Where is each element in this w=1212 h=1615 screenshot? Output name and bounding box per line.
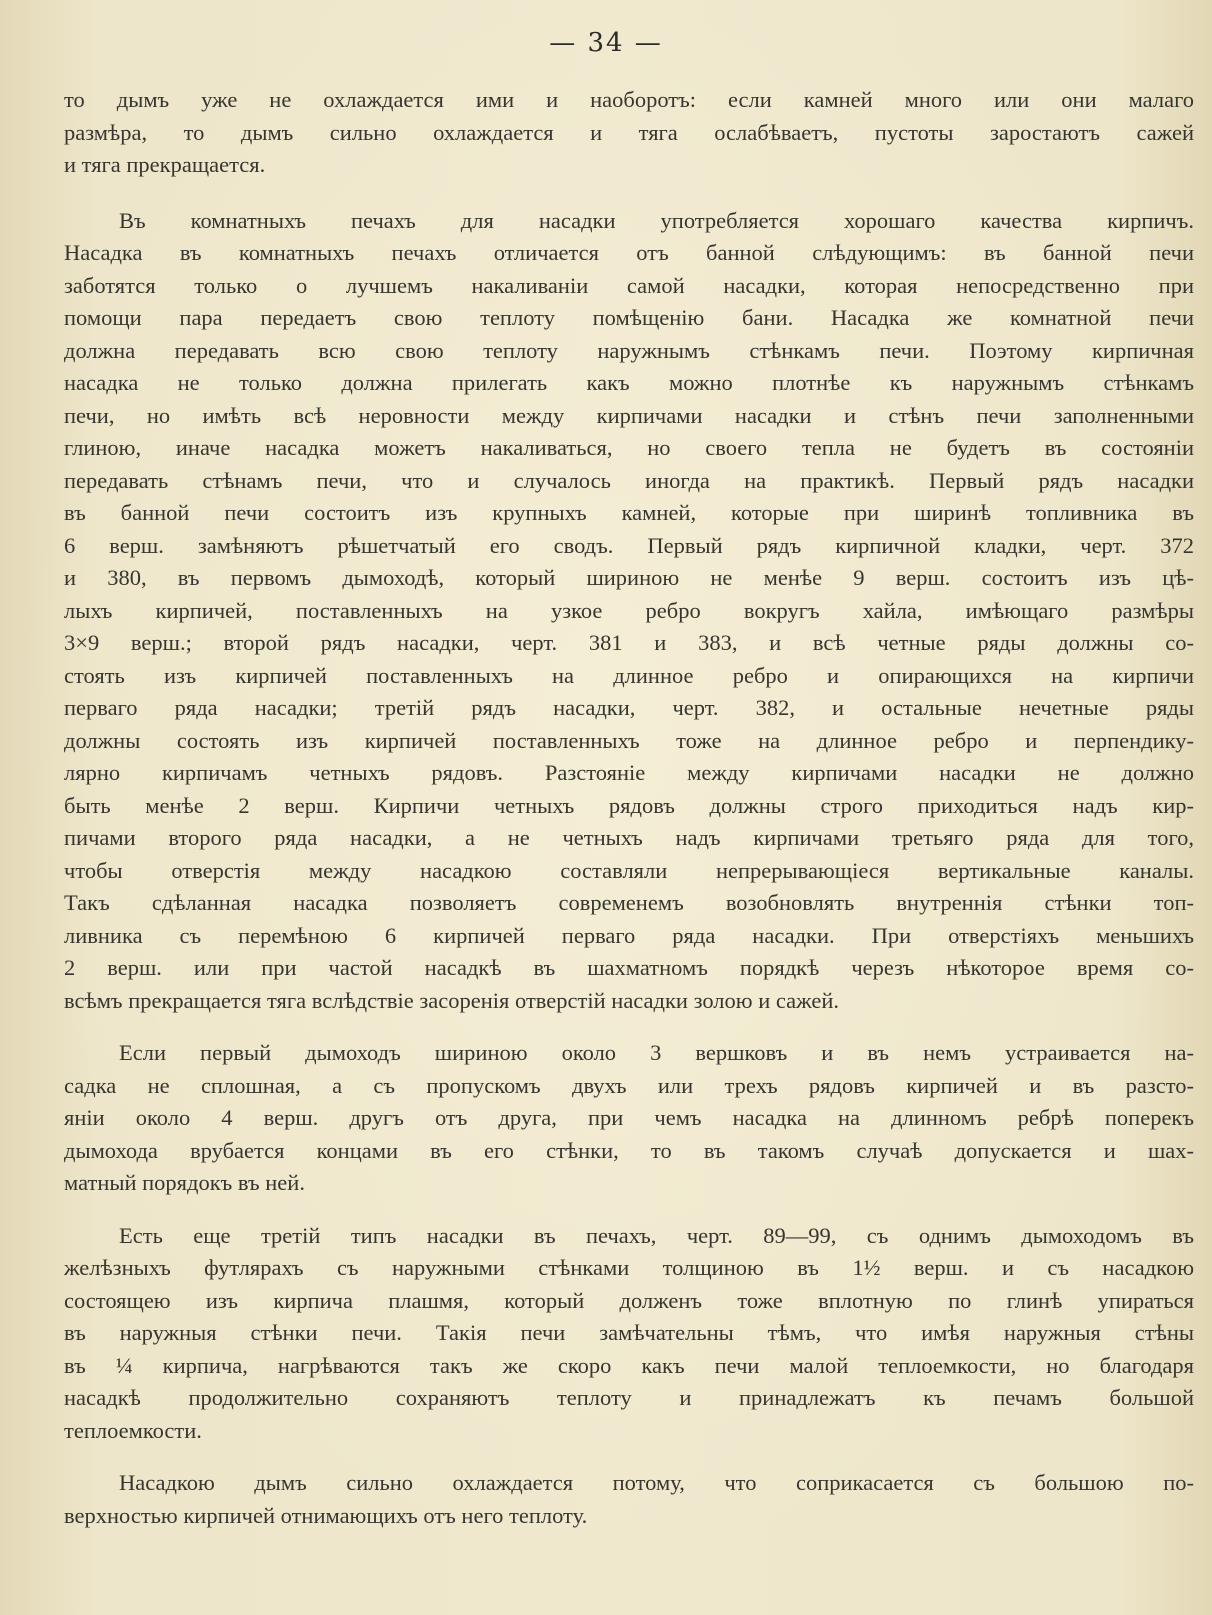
text-line: быть менѣе 2 верш. Кирпичи четныхъ рядовъ должны строго приходиться надъ кир- — [64, 792, 1194, 818]
text-line: лярно кирпичамъ четныхъ рядовъ. Разстояніе между кирпичами насадки не должно — [64, 760, 1194, 785]
text-line: Въ комнатныхъ печахъ для насадки употребляется хорошаго качества кирпичъ. — [119, 207, 1194, 233]
text-line: и 380, въ первомъ дымоходѣ, который шириною не менѣе 9 верш. состоитъ изъ цѣ- — [64, 565, 1194, 590]
paragraph-gap — [64, 1447, 1194, 1467]
text-line: теплоемкости. — [64, 1417, 202, 1443]
text-line: лыхъ кирпичей, поставленныхъ на узкое ребро вокругъ хайла, имѣющаго размѣры — [64, 597, 1194, 623]
text-line: въ ¼ кирпича, нагрѣваются такъ же скоро какъ печи малой теплоемкости, но благодаря — [64, 1352, 1194, 1378]
text-line: заботятся только о лучшемъ накаливаніи самой насадки, которая непосредственно при — [64, 272, 1194, 298]
text-line: должна передавать всю свою теплоту наружнымъ стѣнкамъ печи. Поэтому кирпичная — [64, 337, 1194, 363]
paragraph-3 — [64, 1037, 1194, 1200]
text-line: Насадкою дымъ сильно охлаждается потому, что соприкасается съ большою по- — [119, 1470, 1194, 1495]
text-line: перваго ряда насадки; третій рядъ насадки, черт. 382, и остальные нечетные ряды — [64, 695, 1194, 720]
text-line: ливника съ перемѣною 6 кирпичей перваго ряда насадки. При отверстіяхъ меньшихъ — [64, 922, 1194, 948]
text-line: верхностью кирпичей отнимающихъ отъ него теплоту. — [64, 1502, 588, 1528]
text-line: насадкѣ продолжительно сохраняютъ теплоту и принадлежатъ къ печамъ большой — [64, 1385, 1194, 1410]
paragraph-gap — [64, 1017, 1194, 1037]
text-line: стоять изъ кирпичей поставленныхъ на длинное ребро и опирающихся на кирпичи — [64, 662, 1194, 688]
text-line: яніи около 4 верш. другъ отъ друга, при чемъ насадка на длинномъ ребрѣ поперекъ — [64, 1105, 1194, 1130]
text-line: Есть еще третій типъ насадки въ печахъ, черт. 89—99, съ однимъ дымоходомъ въ — [119, 1222, 1194, 1248]
text-line: размѣра, то дымъ сильно охлаждается и тяга ослабѣваетъ, пустоты заростаютъ сажей — [64, 119, 1194, 145]
paragraph-5 — [64, 1467, 1194, 1532]
text-line: всѣмъ прекращается тяга вслѣдствіе засоренія отверстій насадки золою и сажей. — [64, 987, 840, 1013]
text-line: Если первый дымоходъ шириною около 3 вершковъ и въ немъ устраивается на- — [119, 1040, 1194, 1065]
text-line: въ наружныя стѣнки печи. Такія печи замѣчательны тѣмъ, что имѣя наружныя стѣны — [64, 1320, 1194, 1345]
text-line: и тяга прекращается. — [64, 152, 266, 177]
paragraph-1 — [64, 84, 1194, 182]
text-line: пичами второго ряда насадки, а не четныхъ надъ кирпичами третьяго ряда для того, — [64, 825, 1194, 850]
paragraph-gap — [64, 1200, 1194, 1220]
text-line: чтобы отверстія между насадкою составляли непрерывающіеся вертикальные каналы. — [64, 857, 1194, 883]
text-line: состоящею изъ кирпича плашмя, который долженъ тоже вплотную по глинѣ упираться — [64, 1287, 1194, 1313]
text-line: 6 верш. замѣняютъ рѣшетчатый его сводъ. Первый рядъ кирпичной кладки, черт. 372 — [64, 532, 1194, 558]
text-line: передавать стѣнамъ печи, что и случалось иногда на практикѣ. Первый рядъ насадки — [64, 467, 1194, 493]
text-line: Такъ сдѣланная насадка позволяетъ современемъ возобновлять внутреннія стѣнки топ- — [64, 890, 1194, 915]
text-line: садка не сплошная, а съ пропускомъ двухъ или трехъ рядовъ кирпичей и въ разсто- — [64, 1072, 1194, 1098]
text-line: помощи пара передаетъ свою теплоту помѣщенію бани. Насадка же комнатной печи — [64, 305, 1194, 330]
text-line: матный порядокъ въ ней. — [64, 1170, 305, 1195]
paragraph-2 — [64, 205, 1194, 1018]
text-line: 3×9 верш.; второй рядъ насадки, черт. 381 и 383, и всѣ четные ряды должны со- — [64, 630, 1194, 655]
text-line: Насадка въ комнатныхъ печахъ отличается отъ банной слѣдующимъ: въ банной печи — [64, 240, 1194, 265]
text-line: печи, но имѣть всѣ неровности между кирпичами насадки и стѣнъ печи заполненными — [64, 402, 1194, 428]
paragraph-4 — [64, 1220, 1194, 1448]
text-line: въ банной печи состоитъ изъ крупныхъ камней, которые при ширинѣ топливника въ — [64, 500, 1194, 525]
text-line: то дымъ уже не охлаждается ими и наоборотъ: если камней много или они малаго — [64, 87, 1194, 112]
text-line: желѣзныхъ футлярахъ съ наружными стѣнками толщиною въ 1½ верш. и съ насадкою — [64, 1255, 1194, 1280]
body-text — [64, 84, 1194, 1532]
text-line: 2 верш. или при частой насадкѣ въ шахматномъ порядкѣ черезъ нѣкоторое время со- — [64, 955, 1194, 980]
text-line: дымохода врубается концами въ его стѣнки, то въ такомъ случаѣ допускается и шах- — [64, 1137, 1194, 1163]
page-number: — 34 — — [549, 28, 663, 58]
paragraph-gap — [64, 182, 1194, 205]
text-line: должны состоять изъ кирпичей поставленныхъ тоже на длинное ребро и перпендику- — [64, 727, 1194, 753]
text-line: насадка не только должна прилегать какъ можно плотнѣе къ наружнымъ стѣнкамъ — [64, 370, 1194, 395]
text-line: глиною, иначе насадка можетъ накаливаться, но своего тепла не будетъ въ состояніи — [64, 435, 1194, 460]
